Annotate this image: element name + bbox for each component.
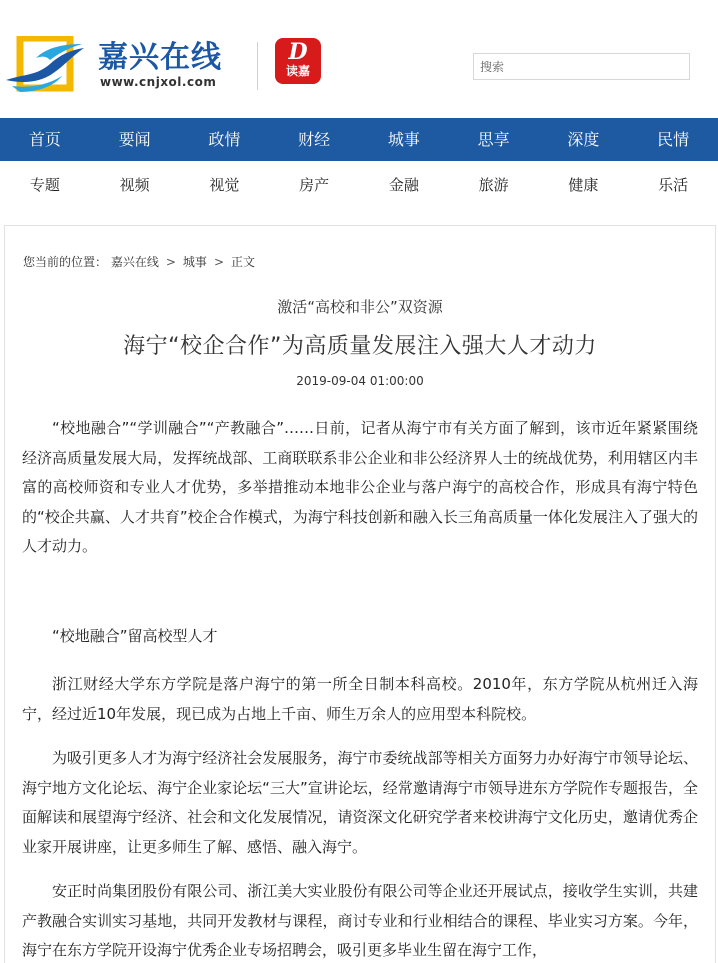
logo-mark-icon	[6, 36, 86, 94]
breadcrumb-current: 正文	[231, 255, 256, 269]
search-input[interactable]	[473, 53, 690, 80]
article-paragraph: 安正时尚集团股份有限公司、浙江美大实业股份有限公司等企业还开展试点，接收学生实训，共建产教融合实训实习基地，共同开发教材与课程，商讨专业和行业相结合的课程、毕业实习方案。今年，海宁在东方学院开设海宁优秀企业专场招聘会，吸引更多毕业生留在海宁工作，	[22, 882, 698, 959]
breadcrumb-link-city[interactable]: 城事	[182, 255, 207, 269]
article-paragraph: 浙江财经大学东方学院是落户海宁的第一所全日制本科高校。2010年，东方学院从杭州迁入海宁，经过近10年发展，现已成为占地上千亩、师生万余人的应用型本科院校。	[22, 675, 698, 723]
primary-nav	[0, 118, 718, 161]
nav-item-finance[interactable]: 财经	[298, 130, 331, 149]
article-paragraph: “校地融合”“学训融合”“产教融合”……日前，记者从海宁市有关方面了解到，该市近年紧紧围绕经济高质量发展大局，发挥统战部、工商联联系非公企业和非公经济界人士的统战优势，利用辖区内丰富的高校师资和专业人才优势，多举措推动本地非公企业与落户海宁的高校合作，形成具有海宁特色的“校企共赢、人才共育”校企合作模式，为海宁科技创新和融入长三角高质量一体化发展注入了强大的人才动力。	[22, 419, 698, 555]
article-container	[4, 225, 716, 963]
site-header	[0, 0, 718, 118]
nav-item-city[interactable]: 城事	[387, 130, 420, 149]
nav-item-travel[interactable]: 旅游	[478, 176, 509, 194]
dujia-app-badge[interactable]	[275, 38, 321, 84]
article-title: 海宁“校企合作”为高质量发展注入强大人才动力	[123, 334, 597, 359]
nav-item-lifestyle[interactable]: 乐活	[658, 176, 689, 194]
site-name: 嘉兴在线	[98, 40, 222, 75]
nav-item-politics[interactable]: 政情	[208, 130, 241, 149]
nav-item-property[interactable]: 房产	[299, 176, 330, 194]
nav-item-banking[interactable]: 金融	[388, 176, 419, 194]
breadcrumb-separator: >	[213, 255, 224, 269]
site-logo[interactable]	[6, 36, 246, 98]
article-subtitle: 激活“高校和非公”双资源	[277, 298, 443, 316]
nav-item-home[interactable]: 首页	[28, 130, 61, 149]
nav-item-visual[interactable]: 视觉	[209, 176, 240, 194]
article-paragraph: 为吸引更多人才为海宁经济社会发展服务，海宁市委统战部等相关方面努力办好海宁市领导论坛、海宁地方文化论坛、海宁企业家论坛“三大”宣讲论坛，经常邀请海宁市领导进东方学院作专题报告，全面解读和展望海宁经济、社会和文化发展情况，请资深文化研究学者来校讲海宁文化历史，邀请优秀企业家开展讲座，让更多师生了解、感悟、融入海宁。	[22, 749, 698, 856]
secondary-nav	[0, 161, 718, 209]
nav-item-topics[interactable]: 专题	[29, 176, 60, 194]
header-divider	[257, 42, 258, 90]
badge-text: 读嘉	[285, 64, 310, 78]
article-section-heading: “校地融合”留高校型人才	[52, 627, 218, 645]
nav-item-video[interactable]: 视频	[119, 176, 150, 194]
nav-item-news[interactable]: 要闻	[118, 130, 151, 149]
badge-letter: D	[288, 39, 308, 65]
breadcrumb-link-home[interactable]: 嘉兴在线	[110, 255, 159, 269]
nav-item-depth[interactable]: 深度	[567, 130, 600, 149]
breadcrumb-prefix: 您当前的位置：	[23, 255, 108, 269]
nav-item-livelihood[interactable]: 民情	[657, 130, 690, 149]
nav-item-thoughts[interactable]: 思享	[477, 130, 510, 149]
breadcrumb	[23, 253, 255, 270]
site-url: www.cnjxol.com	[100, 75, 217, 89]
breadcrumb-separator: >	[165, 255, 176, 269]
article-date: 2019-09-04 01:00:00	[296, 374, 424, 388]
nav-item-health[interactable]: 健康	[568, 176, 599, 194]
